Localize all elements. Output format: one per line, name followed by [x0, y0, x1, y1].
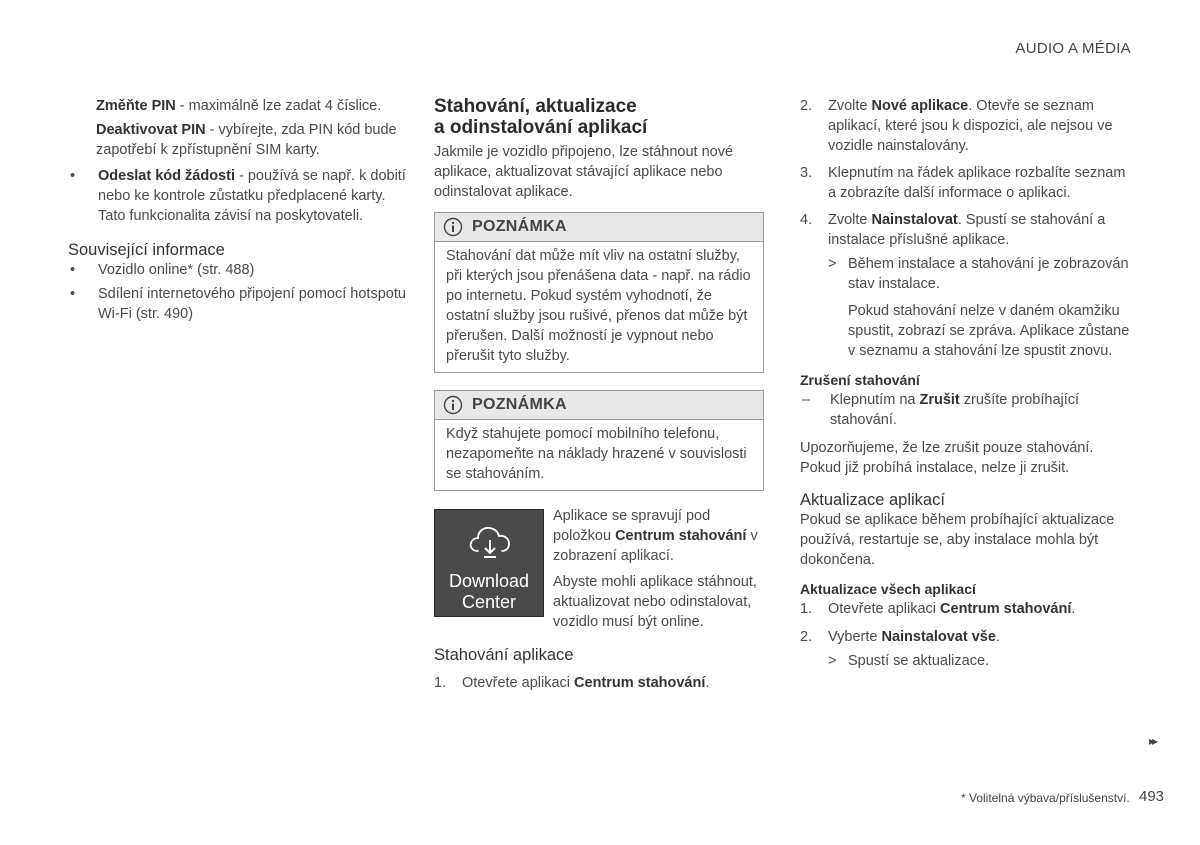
text: .: [995, 629, 1000, 645]
bullet-marker: •: [70, 262, 76, 278]
update-text: Pokud se aplikace během probíhající aktualizace používá, restartuje se, aby instalace mohla být dokončena.: [800, 512, 1115, 568]
text: .: [1071, 601, 1076, 617]
step-item: [800, 96, 1135, 156]
term: Centrum stahování: [615, 528, 747, 544]
section-intro: Jakmile je vozidlo připojeno, lze stáhnout nové aplikace, aktualizovat stávající aplikace nebo odinstalovat aplikace.: [434, 144, 734, 200]
term: Nové aplikace: [871, 98, 969, 114]
term: Odeslat kód žádosti: [98, 168, 235, 184]
step-result: [800, 651, 1135, 671]
step-text: Klepnutím na řádek aplikace rozbalíte seznam a zobrazíte další informace o aplikaci.: [828, 165, 1126, 201]
related-link-text[interactable]: Vozidlo online* (str. 488): [98, 262, 255, 278]
result-text: Spustí se aktualizace.: [848, 653, 990, 669]
download-center-description: [553, 506, 768, 632]
description: - používá se např. k dobití nebo ke kontrole zůstatku předplacené karty. Tato funkcionalita závisí na poskytovateli.: [98, 168, 406, 224]
paragraph: Abyste mohli aplikace stáhnout, aktualizovat nebo odinstalovat, vozidlo musí být online.: [553, 574, 757, 630]
page-number: 493: [1139, 788, 1165, 805]
term: Zrušit: [919, 392, 960, 408]
tile-label-line: Download: [448, 571, 530, 591]
text: Otevřete aplikaci: [462, 675, 575, 691]
update-all-heading: Aktualizace všech aplikací: [800, 581, 976, 597]
note-box: [434, 390, 764, 491]
dash-marker: –: [802, 392, 811, 408]
text: Aplikace se spravují pod položkou: [553, 508, 711, 544]
download-steps: [434, 645, 769, 693]
footnote: * Volitelná výbava/příslušenství.: [961, 791, 1130, 805]
heading-line: a odinstalování aplikací: [434, 117, 648, 138]
step-number: 1.: [800, 601, 813, 617]
description: - maximálně lze zadat 4 číslice.: [175, 98, 382, 114]
step-number: 2.: [800, 629, 813, 645]
related-link-text[interactable]: Sdílení internetového připojení pomocí hotspotu Wi-Fi (str. 490): [98, 286, 406, 322]
result-marker: >: [828, 653, 837, 669]
step-item: [800, 599, 1135, 619]
download-center-app-tile: [434, 509, 544, 617]
step-number: 3.: [800, 165, 813, 181]
list-item: [68, 166, 408, 226]
intro-item: [68, 96, 408, 116]
heading-line: Stahování, aktualizace: [434, 96, 637, 117]
related-link[interactable]: [68, 260, 408, 280]
note-header: [435, 213, 763, 242]
text: Klepnutím na: [830, 392, 920, 408]
cloud-download-icon: [467, 524, 513, 560]
text: . Otevře se seznam aplikací, které jsou k dispozici, ale nejsou ve vozidle nainstalovány.: [828, 98, 1113, 154]
intro-item: [68, 120, 408, 160]
paragraph: [553, 506, 768, 566]
result-marker: >: [828, 256, 837, 272]
tile-label-line: Center: [461, 592, 517, 612]
step-number: 4.: [800, 212, 813, 228]
text: Zvolte: [828, 98, 872, 114]
term: Nainstalovat vše: [881, 629, 996, 645]
related-heading: Související informace: [68, 241, 225, 259]
info-icon: [443, 395, 463, 415]
term: Centrum stahování: [574, 675, 706, 691]
note-label: POZNÁMKA: [472, 218, 567, 235]
bullet-marker: •: [70, 286, 76, 302]
note-text: Když stahujete pomocí mobilního telefonu, nezapomeňte na náklady hrazené v souvislosti se stahováním.: [446, 426, 747, 482]
text: Zvolte: [828, 212, 872, 228]
term: Změňte PIN: [96, 98, 176, 114]
text: . Spustí se stahování a instalace příslušné aplikace.: [828, 212, 1106, 248]
text: v zobrazení aplikací.: [553, 528, 758, 564]
cancel-heading: Zrušení stahování: [800, 372, 920, 388]
section-heading: [434, 96, 764, 138]
right-column: [800, 96, 1135, 671]
bullet-marker: •: [70, 168, 76, 184]
result-extra: Pokud stahování nelze v daném okamžiku spustit, zobrazí se zpráva. Aplikace zůstane v seznamu a stahování lze spustit znovu.: [848, 303, 1130, 359]
step-item: [434, 673, 769, 693]
step-item: [800, 627, 1135, 647]
download-center-label: [435, 571, 543, 613]
note-header: [435, 391, 763, 420]
note-text: Stahování dat může mít vliv na ostatní služby, při kterých jsou přenášena data - např. na rádio po internetu. Pokud systém vyhodnotí, že ostatní služby jsou rušivé, přenos dat může být přerušen. Další možností je vypnout nebo přerušit tyto služby.: [446, 248, 751, 364]
step-item: [800, 210, 1135, 250]
term: Nainstalovat: [871, 212, 958, 228]
text: .: [705, 675, 710, 691]
related-link[interactable]: [68, 284, 408, 324]
note-box: [434, 212, 764, 373]
update-heading: Aktualizace aplikací: [800, 491, 945, 509]
left-column: [68, 96, 408, 324]
term: Centrum stahování: [940, 601, 1072, 617]
cancel-note: Upozorňujeme, že lze zrušit pouze stahování. Pokud již probíhá instalace, nelze ji zrušit.: [800, 440, 1094, 476]
note-label: POZNÁMKA: [472, 396, 567, 413]
description: - vybírejte, zda PIN kód bude zapotřebí k zpřístupnění SIM karty.: [96, 122, 397, 158]
middle-intro: [434, 96, 764, 202]
cancel-step: [800, 390, 1135, 430]
text: Otevřete aplikaci: [828, 601, 941, 617]
sub-heading: Stahování aplikace: [434, 646, 574, 664]
step-number: 1.: [434, 675, 447, 691]
step-result: [800, 254, 1135, 294]
next-page-arrow-icon: ▸▸: [1149, 734, 1156, 748]
result-text: Během instalace a stahování je zobrazován stav instalace.: [848, 256, 1129, 292]
step-item: [800, 163, 1135, 203]
chapter-title: AUDIO A MÉDIA: [1015, 40, 1131, 57]
text: zrušíte probíhající stahování.: [830, 392, 1080, 428]
term: Deaktivovat PIN: [96, 122, 206, 138]
info-icon: [443, 217, 463, 237]
text: Vyberte: [828, 629, 882, 645]
step-number: 2.: [800, 98, 813, 114]
